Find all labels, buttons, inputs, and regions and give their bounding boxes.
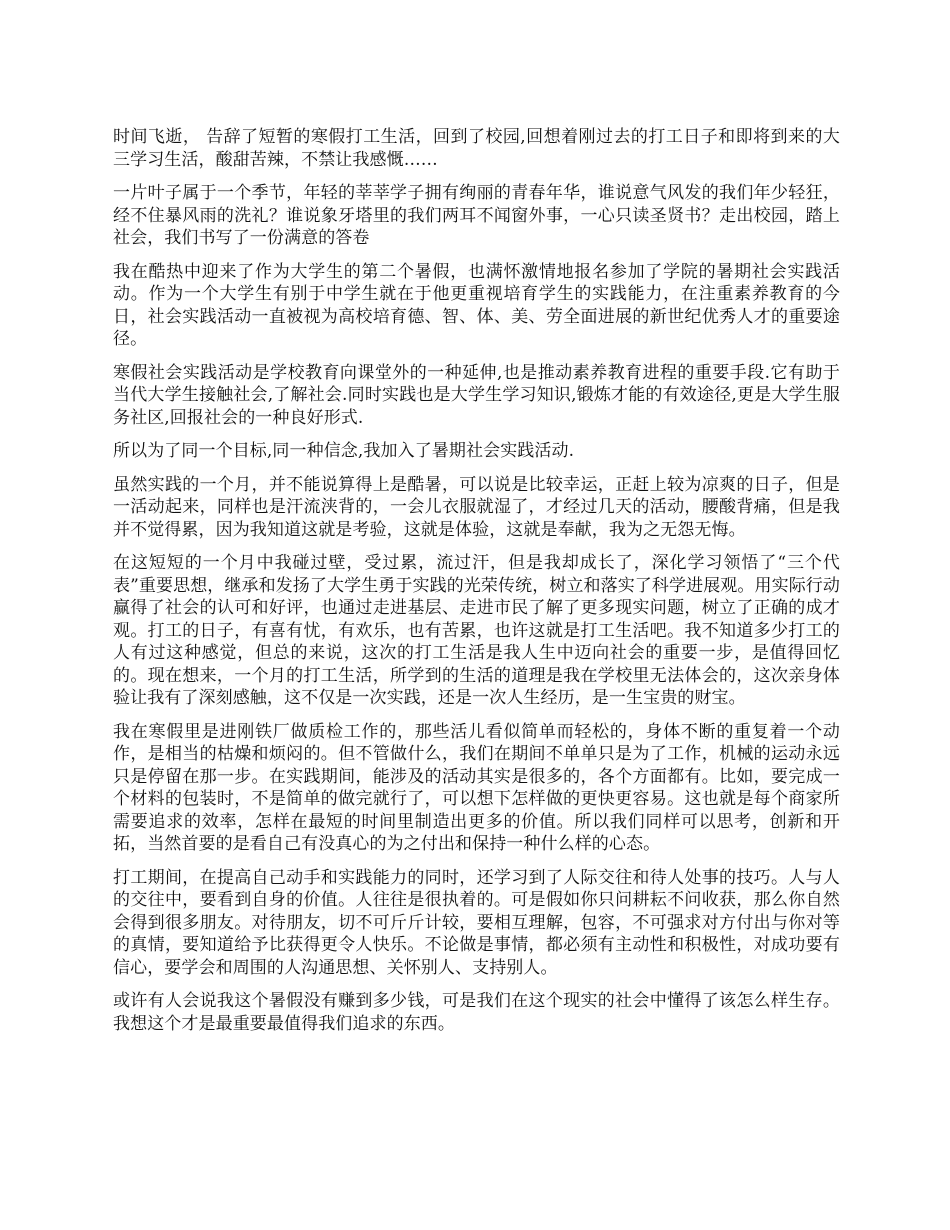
paragraph-8: 我在寒假里是进刚铁厂做质检工作的，那些活儿看似简单而轻松的，身体不断的重复着一个动作，是相当的枯燥和烦闷的。但不管做什么，我们在期间不单单只是为了工作，机械的运动永远只是停留在那一步。在实践期间，能涉及的活动其实是很多的，各个方面都有。比如，要完成一个材料的包装时，不是简单的做完就行了，可以想下怎样做的更快更容易。这也就是每个商家所需要追求的效率，怎样在最短的时间里制造出更多的价值。所以我们同样可以思考，创新和开拓，当然首要的是看自己有没真心的为之付出和保持一种什么样的心态。 bbox=[113, 721, 840, 854]
paragraph-9: 打工期间，在提高自己动手和实践能力的同时，还学习到了人际交往和待人处事的技巧。人与人的交往中，要看到自身的价值。人往往是很执着的。可是假如你只问耕耘不问收获，那么你自然会得到很多朋友。对待朋友，切不可斤斤计较，要相互理解，包容，不可强求对方付出与你对等的真情，要知道给予比获得更令人快乐。不论做是事情，都必须有主动性和积极性，对成功要有信心，要学会和周围的人沟通思想、关怀别人、支持别人。 bbox=[113, 867, 840, 978]
document-body bbox=[113, 126, 840, 1046]
paragraph-7: 在这短短的一个月中我碰过壁，受过累，流过汗，但是我却成长了，深化学习领悟了“三个代表”重要思想，继承和发扬了大学生勇于实践的光荣传统，树立和落实了科学进展观。用实际行动赢得了社会的认可和好评，也通过走进基层、走进市民了解了更多现实问题，树立了正确的成才观。打工的日子，有喜有忧，有欢乐，也有苦累，也许这就是打工生活吧。我不知道多少打工的人有过这种感觉，但总的来说，这次的打工生活是我人生中迈向社会的重要一步，是值得回忆的。现在想来，一个月的打工生活，所学到的生活的道理是我在学校里无法体会的，这次亲身体验让我有了深刻感触，这不仅是一次实践，还是一次人生经历，是一生宝贵的财宝。 bbox=[113, 553, 840, 708]
paragraph-5: 所以为了同一个目标,同一种信念,我加入了暑期社会实践活动. bbox=[113, 441, 575, 461]
paragraph-4: 寒假社会实践活动是学校教育向课堂外的一种延伸,也是推动素养教育进程的重要手段.它有助于当代大学生接触社会,了解社会.同时实践也是大学生学习知识,锻炼才能的有效途径,更是大学生服务社区,回报社会的一种良好形式. bbox=[113, 362, 840, 428]
paragraph-3: 我在酷热中迎来了作为大学生的第二个暑假，也满怀激情地报名参加了学院的暑期社会实践活动。作为一个大学生有别于中学生就在于他更重视培育学生的实践能力，在注重素养教育的今日，社会实践活动一直被视为高校培育德、智、体、美、劳全面进展的新世纪优秀人才的重要途径。 bbox=[113, 261, 840, 349]
paragraph-6: 虽然实践的一个月，并不能说算得上是酷暑，可以说是比较幸运，正赶上较为凉爽的日子，但是一活动起来，同样也是汗流浃背的，一会儿衣服就湿了，才经过几天的活动，腰酸背痛，但是我并不觉得累，因为我知道这就是考验，这就是体验，这就是奉献，我为之无怨无悔。 bbox=[113, 474, 840, 540]
paragraph-2: 一片叶子属于一个季节，年轻的莘莘学子拥有绚丽的青春年华，谁说意气风发的我们年少轻狂，经不住暴风雨的洗礼？谁说象牙塔里的我们两耳不闻窗外事，一心只读圣贤书？走出校园，踏上社会，我们书写了一份满意的答卷 bbox=[113, 183, 840, 248]
paragraph-10: 或许有人会说我这个暑假没有赚到多少钱，可是我们在这个现实的社会中懂得了该怎么样生存。我想这个才是最重要最值得我们追求的东西。 bbox=[113, 991, 840, 1034]
paragraph-1: 时间飞逝， 告辞了短暂的寒假打工生活，回到了校园,回想着刚过去的打工日子和即将到来的大三学习生活，酸甜苦辣，不禁让我感慨…… bbox=[113, 127, 840, 170]
